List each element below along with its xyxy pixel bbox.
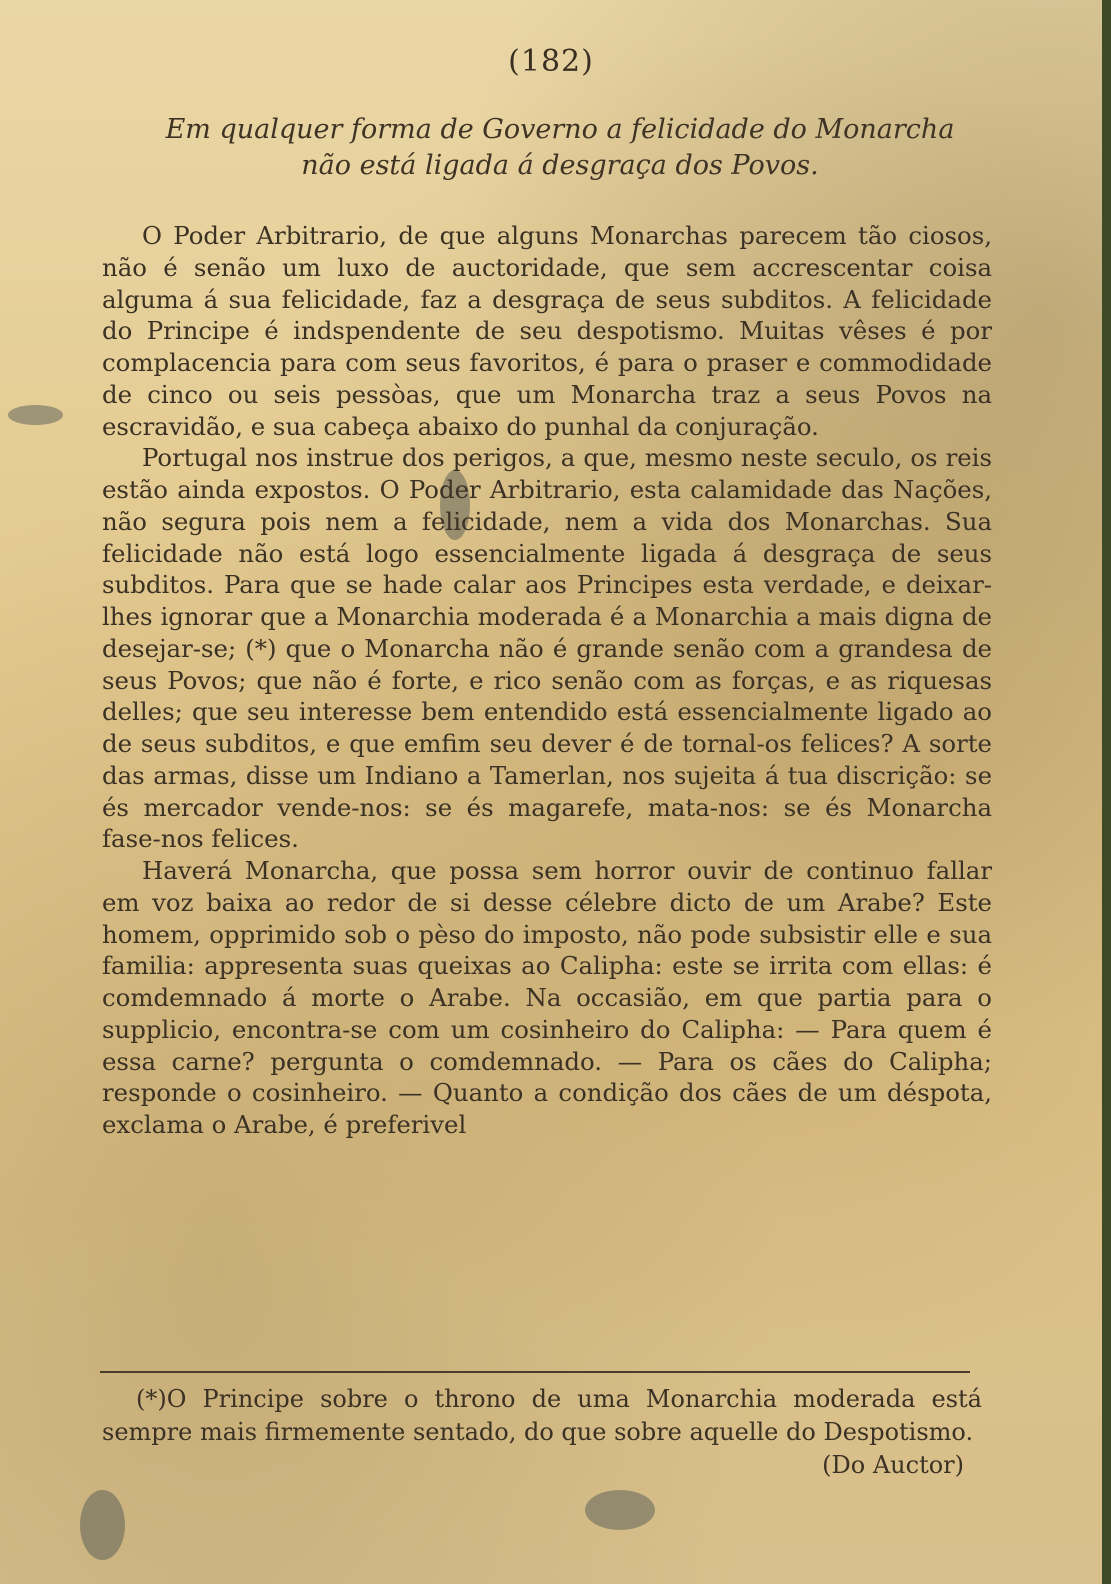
ink-stain xyxy=(80,1490,125,1560)
paragraph: Portugal nos instrue dos perigos, a que, mesmo neste seculo, os reis estão ainda expostos. O Poder Arbitrario, esta calamidade das Nações, não segura pois nem a felicidade, nem a vida dos Monarchas. Sua felicidade não está logo essencialmente ligada á desgraça de seus subditos. Para que se hade calar aos Principes esta verdade, e deixar-lhes ignorar que a Monarchia moderada é a Monarchia a mais digna de desejar-se; (*) que o Monarcha não é grande senão com a grandesa de seus Povos; que não é forte, e rico senão com as forças, e as riquesas delles; que seu interesse bem entendido está essencialmente ligado ao de seus subditos, e que emfim seu dever é de tornal-os felices? A sorte das armas, disse um Indiano a Tamerlan, nos sujeita á tua discrição: se és mercador vende-nos: se és magarefe, mata-nos: se és Monarcha fase-nos felices. xyxy=(102,443,992,854)
ink-stain xyxy=(585,1490,655,1530)
body-text xyxy=(102,220,992,1141)
footnote-divider xyxy=(100,1371,970,1373)
page-edge xyxy=(1102,0,1111,1584)
footnote xyxy=(102,1383,982,1479)
ink-stain xyxy=(8,405,63,425)
page-number: (182) xyxy=(508,44,594,79)
footnote-text: (*)O Principe sobre o throno de uma Monarchia moderada está sempre mais firmemente sentado, do que sobre aquelle do Despotismo. xyxy=(102,1385,982,1446)
footnote-source: (Do Auctor) xyxy=(822,1451,964,1479)
section-heading: Em qualquer forma de Governo a felicidade do Monarcha não está ligada á desgraça dos Povos. xyxy=(165,114,955,181)
paragraph: Haverá Monarcha, que possa sem horror ouvir de continuo fallar em voz baixa ao redor de si desse célebre dicto de um Arabe? Este homem, opprimido sob o pèso do imposto, não pode subsistir elle e sua familia: appresenta suas queixas ao Calipha: este se irrita com ellas: é comdemnado á morte o Arabe. Na occasião, em que partia para o supplicio, encontra-se com um cosinheiro do Calipha: — Para quem é essa carne? pergunta o comdemnado. — Para os cães do Calipha; responde o cosinheiro. — Quanto a condição dos cães de um déspota, exclama o Arabe, é preferivel xyxy=(102,856,992,1139)
paragraph: O Poder Arbitrario, de que alguns Monarchas parecem tão ciosos, não é senão um luxo de auctoridade, que sem accrescentar coisa alguma á sua felicidade, faz a desgraça de seus subditos. A felicidade do Principe é indspendente de seu despotismo. Muitas vêses é por complacencia para com seus favoritos, é para o praser e commodidade de cinco ou seis pessòas, que um Monarcha traz a seus Povos na escravidão, e sua cabeça abaixo do punhal da conjuração. xyxy=(102,221,992,441)
